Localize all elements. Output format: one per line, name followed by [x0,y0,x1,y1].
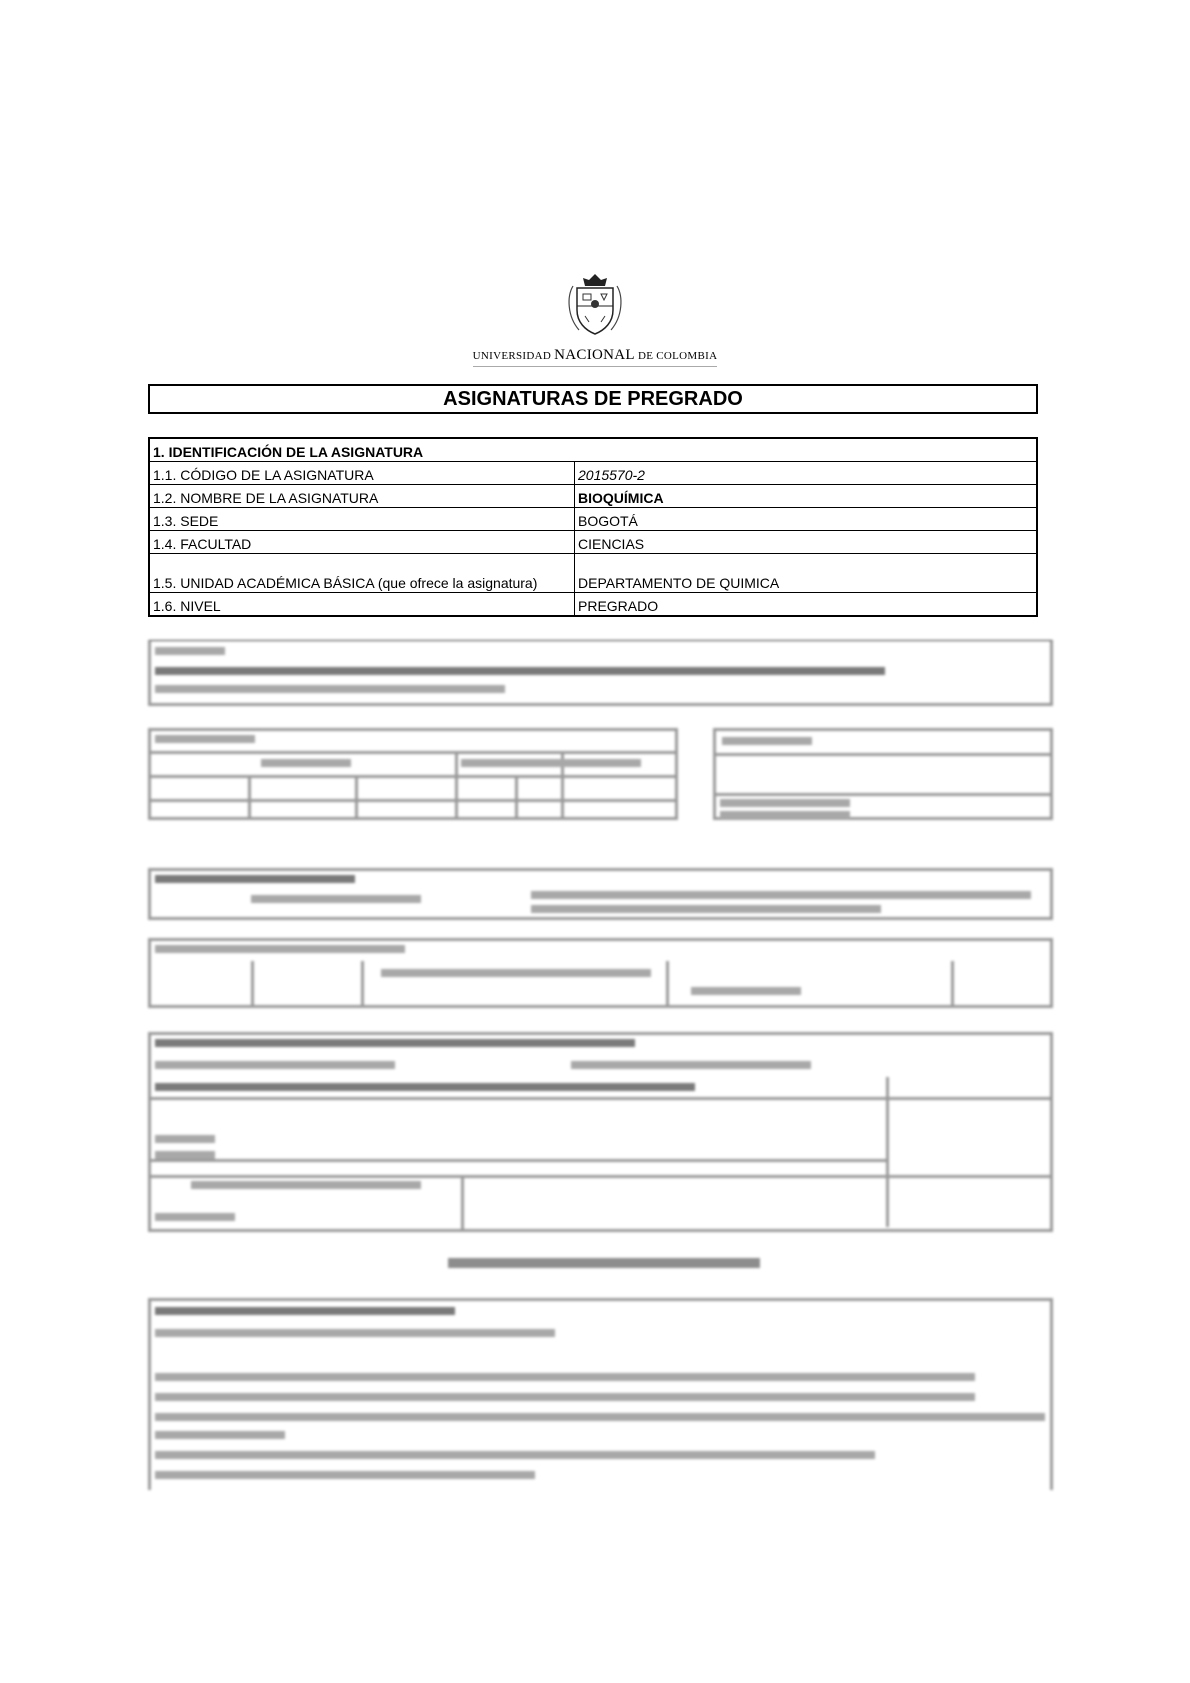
faculty-value: CIENCIAS [575,531,1038,554]
redacted-block-description [148,1298,1053,1490]
academic-unit-value: DEPARTAMENTO DE QUIMICA [575,554,1038,593]
table-row [149,531,1037,554]
redacted-block-duration [148,728,678,820]
redacted-content [148,640,1053,1490]
university-crest-icon [563,272,627,338]
academic-unit-label: 1.5. UNIDAD ACADÉMICA BÁSICA (que ofrece la asignatura) [149,554,575,593]
level-value: PREGRADO [575,593,1038,617]
redacted-block-intensity [148,938,1053,1008]
code-label: 1.1. CÓDIGO DE LA ASIGNATURA [149,462,575,485]
campus-value: BOGOTÁ [575,508,1038,531]
university-name-suffix: DE COLOMBIA [637,350,718,362]
identification-section-title: 1. IDENTIFICACIÓN DE LA ASIGNATURA [149,438,1037,462]
table-row [149,485,1037,508]
university-name-prefix: UNIVERSIDAD [472,350,552,362]
name-label: 1.2. NOMBRE DE LA ASIGNATURA [149,485,575,508]
identification-table [148,437,1038,617]
name-value: BIOQUÍMICA [575,485,1038,508]
university-name-main: NACIONAL [554,347,635,363]
document-title: ASIGNATURAS DE PREGRADO [148,384,1038,414]
identification-header-row [149,438,1037,462]
table-row [149,593,1037,617]
campus-label: 1.3. SEDE [149,508,575,531]
redacted-block-plans [148,1032,1053,1232]
redacted-block-teacher [148,640,1053,706]
redacted-block-side [713,728,1053,820]
level-label: 1.6. NIVEL [149,593,575,617]
faculty-label: 1.4. FACULTAD [149,531,575,554]
redacted-block-type [148,868,1053,920]
code-value: 2015570-2 [575,462,1038,485]
table-row [149,508,1037,531]
table-row [149,462,1037,485]
university-name [473,347,718,367]
table-row [149,554,1037,593]
redacted-program-heading [448,1258,760,1268]
university-logo [440,272,750,367]
